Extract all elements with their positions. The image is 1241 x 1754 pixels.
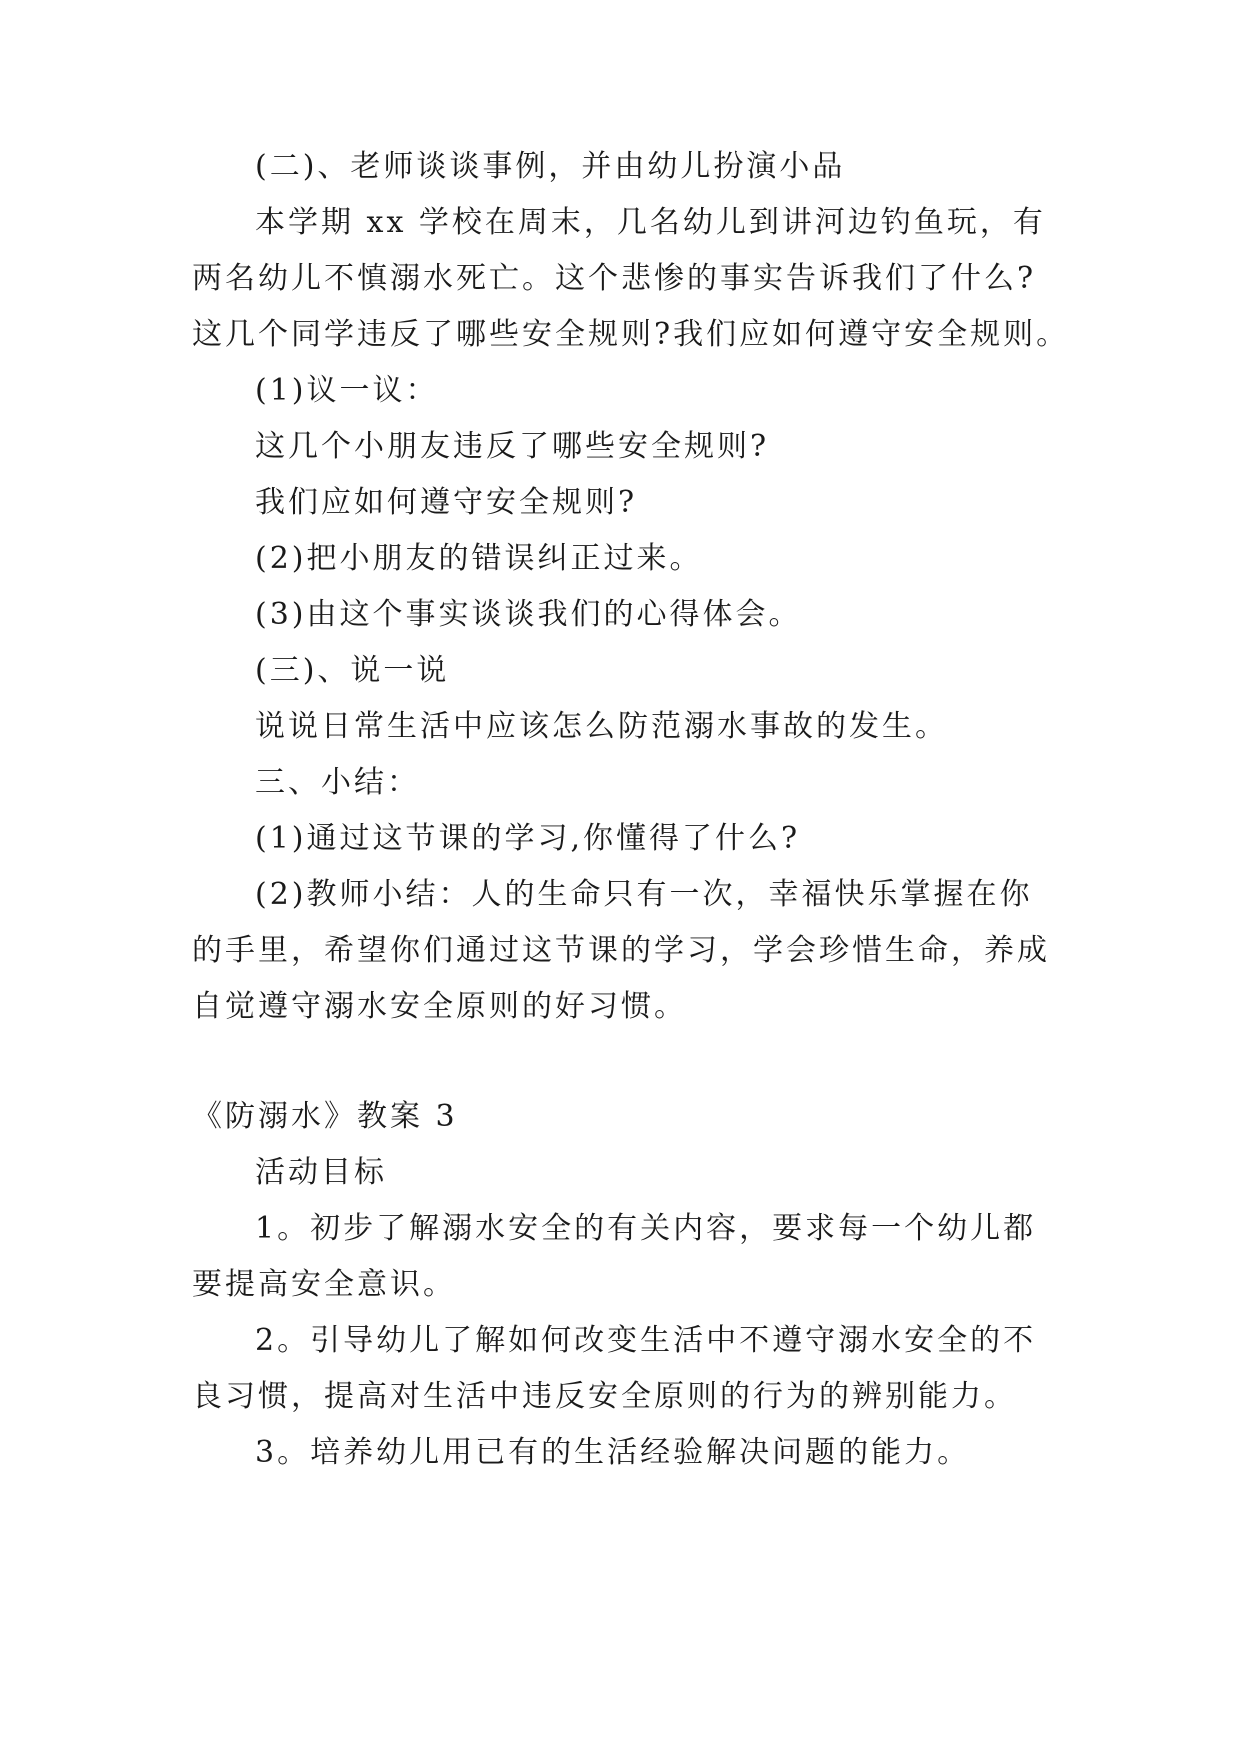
goal-2-line-2: 良习惯，提高对生活中违反安全原则的行为的辨别能力。 — [192, 1379, 1017, 1414]
goals-heading: 活动目标 — [255, 1155, 387, 1190]
section-b-heading: (二)、老师谈谈事例，并由幼儿扮演小品 — [255, 149, 846, 184]
goal-1-line-1: 1。初步了解溺水安全的有关内容，要求每一个幼儿都 — [255, 1211, 1037, 1246]
story-line-1: 本学期 xx 学校在周末，几名幼儿到讲河边钓鱼玩，有 — [255, 205, 1046, 240]
discuss-label: (1)议一议： — [255, 373, 439, 408]
summary-heading: 三、小结： — [255, 765, 420, 800]
goal-2-line-1: 2。引导幼儿了解如何改变生活中不遵守溺水安全的不 — [255, 1323, 1037, 1358]
question-1: 这几个小朋友违反了哪些安全规则? — [255, 429, 770, 464]
summary-item-2-line-3: 自觉遵守溺水安全原则的好习惯。 — [192, 989, 687, 1024]
summary-item-2-line-2: 的手里，希望你们通过这节课的学习，学会珍惜生命，养成 — [192, 933, 1050, 968]
story-line-3: 这几个同学违反了哪些安全规则?我们应如何遵守安全规则。 — [192, 317, 1070, 352]
summary-item-2-line-1: (2)教师小结：人的生命只有一次，幸福快乐掌握在你 — [255, 877, 1033, 912]
question-2: 我们应如何遵守安全规则? — [255, 485, 638, 520]
summary-item-1: (1)通过这节课的学习,你懂得了什么? — [255, 821, 801, 856]
story-line-2: 两名幼儿不慎溺水死亡。这个悲惨的事实告诉我们了什么? — [192, 261, 1037, 296]
item-3: (3)由这个事实谈谈我们的心得体会。 — [255, 597, 802, 632]
lesson3-title: 《防溺水》教案 3 — [192, 1099, 458, 1134]
section-c-text: 说说日常生活中应该怎么防范溺水事故的发生。 — [255, 709, 948, 744]
goal-1-line-2: 要提高安全意识。 — [192, 1267, 456, 1302]
goal-3: 3。培养幼儿用已有的生活经验解决问题的能力。 — [255, 1435, 971, 1470]
section-c-heading: (三)、说一说 — [255, 653, 450, 688]
item-2: (2)把小朋友的错误纠正过来。 — [255, 541, 703, 576]
